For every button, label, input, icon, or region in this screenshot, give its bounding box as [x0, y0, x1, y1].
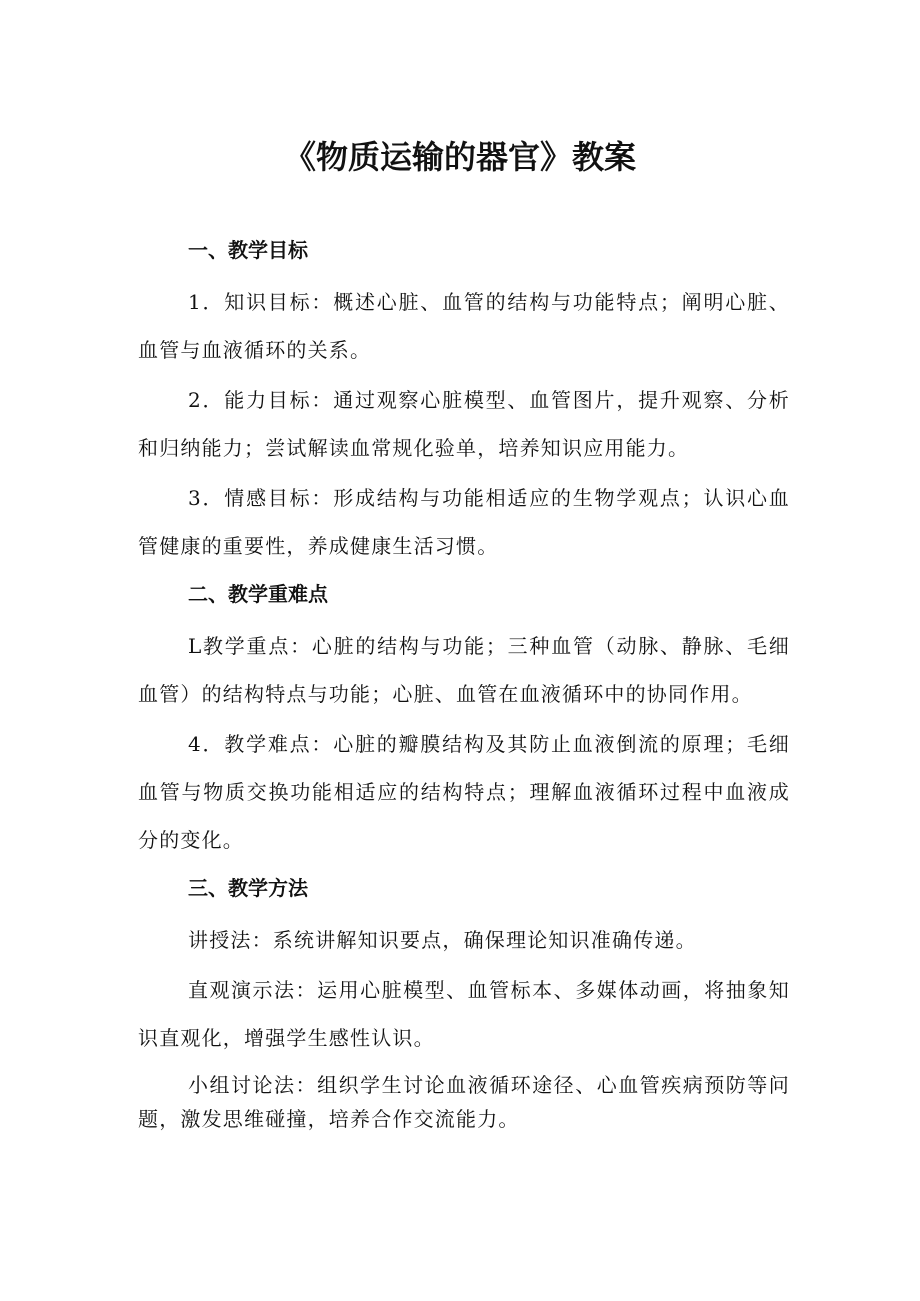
paragraph-demonstration-method: 直观演示法：运用心脏模型、血管标本、多媒体动画，将抽象知识直观化，增强学生感性认识。: [138, 978, 790, 1050]
document-body: [138, 230, 790, 1136]
paragraph-lecture-method: 讲授法：系统讲解知识要点，确保理论知识准确传递。: [188, 928, 697, 952]
section-heading-key-points: 二、教学重难点: [188, 582, 328, 606]
document-title: 《物质运输的器官》教案: [283, 138, 636, 176]
paragraph-knowledge-goal: 1．知识目标：概述心脏、血管的结构与功能特点；阐明心脏、血管与血液循环的关系。: [138, 290, 790, 362]
paragraph-difficult-point: 4．教学难点：心脏的瓣膜结构及其防止血液倒流的原理；毛细血管与物质交换功能相适应的结构特点；理解血液循环过程中血液成分的变化。: [138, 732, 790, 852]
paragraph-ability-goal: 2．能力目标：通过观察心脏模型、血管图片，提升观察、分析和归纳能力；尝试解读血常规化验单，培养知识应用能力。: [138, 388, 790, 460]
paragraph-key-point: L教学重点：心脏的结构与功能；三种血管（动脉、静脉、毛细血管）的结构特点与功能；心脏、血管在血液循环中的协同作用。: [138, 634, 790, 706]
paragraph-emotion-goal: 3．情感目标：形成结构与功能相适应的生物学观点；认识心血管健康的重要性，养成健康生活习惯。: [138, 486, 790, 558]
section-heading-methods: 三、教学方法: [188, 876, 308, 900]
paragraph-discussion-method: 小组讨论法：组织学生讨论血液循环途径、心血管疾病预防等问题，激发思维碰撞，培养合作交流能力。: [138, 1073, 790, 1131]
section-heading-objectives: 一、教学目标: [188, 238, 308, 262]
